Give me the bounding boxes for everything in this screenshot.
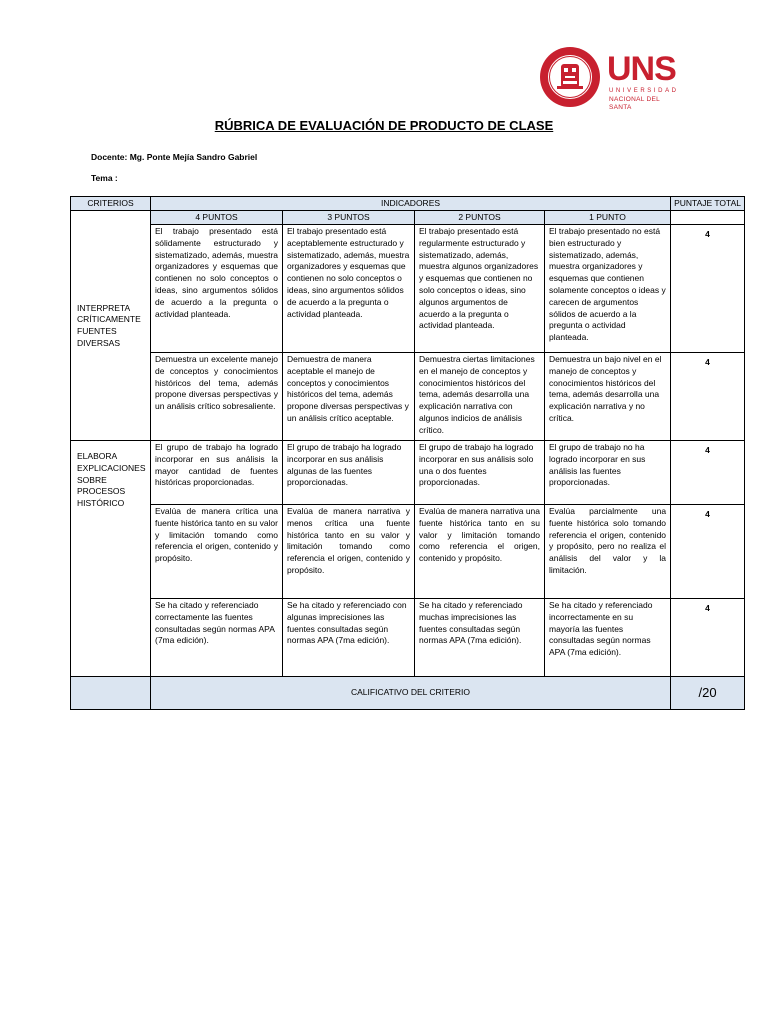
rubric-table xyxy=(70,196,745,710)
indicator-cell: El grupo de trabajo ha logrado incorporar en sus análisis algunas de las fuentes proporcionadas. xyxy=(283,441,415,505)
indicator-cell: El grupo de trabajo ha logrado incorporar en sus análisis la mayor cantidad de fuentes históricas proporcionadas. xyxy=(151,441,283,505)
footer-spacer xyxy=(71,677,151,710)
indicator-cell: El trabajo presentado no está bien estructurado y sistematizado, además, muestra organizadores y esquemas que contienen solamente conceptos o ideas y carecen de argumentos sólidos de acuerdo a la pregunta o actividad planteada. xyxy=(545,225,671,353)
indicator-cell: Evalúa de manera crítica una fuente histórica tanto en su valor y limitación tomando como referencia el origen, contenido y propósito. xyxy=(151,505,283,599)
calificativo-label: CALIFICATIVO DEL CRITERIO xyxy=(151,677,671,710)
calificativo-total: /20 xyxy=(671,677,745,710)
indicator-cell: Se ha citado y referenciado muchas imprecisiones las fuentes consultadas según normas APA (7ma edición). xyxy=(415,599,545,677)
level-3-header: 3 PUNTOS xyxy=(283,211,415,225)
brand-line-1: UNIVERSIDAD xyxy=(609,88,679,94)
table-row xyxy=(71,353,745,441)
indicator-cell: El trabajo presentado está sólidamente estructurado y sistematizado, además, muestra organizadores y esquemas que contienen no solo conceptos o ideas, sino argumentos sólidos de acuerdo a la pregunta o actividad planteada. xyxy=(151,225,283,353)
indicator-cell: El trabajo presentado está regularmente estructurado y sistematizado, además, muestra algunos organizadores y esquemas que contienen no solo conceptos o ideas, sino algunos argumentos de acuerdo a la pregunta o actividad planteada. xyxy=(415,225,545,353)
indicator-cell: Se ha citado y referenciado incorrectamente en su mayoría las fuentes consultadas según normas APA (7ma edición). xyxy=(545,599,671,677)
table-row xyxy=(71,441,745,505)
header-indicadores: INDICADORES xyxy=(151,197,671,211)
score-cell: 4 xyxy=(671,353,745,441)
levels-criterio-spacer xyxy=(71,211,151,225)
criterion-interpreta: INTERPRETA CRÍTICAMENTE FUENTES DIVERSAS xyxy=(71,225,151,441)
indicator-cell: Demuestra un excelente manejo de conceptos y conocimientos históricos del tema, además propone diversas perspectivas y un análisis crítico sobresaliente. xyxy=(151,353,283,441)
score-cell: 4 xyxy=(671,225,745,353)
level-4-header: 4 PUNTOS xyxy=(151,211,283,225)
footer-row xyxy=(71,677,745,710)
table-row xyxy=(71,505,745,599)
docente-line: Docente: Mg. Ponte Mejía Sandro Gabriel xyxy=(91,152,258,162)
brand-name: UNS xyxy=(607,50,676,88)
table-row xyxy=(71,225,745,353)
level-2-header: 2 PUNTOS xyxy=(415,211,545,225)
tema-line: Tema : xyxy=(91,173,118,183)
indicator-cell: El grupo de trabajo ha logrado incorporar en sus análisis solo una o dos fuentes proporcionadas. xyxy=(415,441,545,505)
score-cell: 4 xyxy=(671,599,745,677)
indicator-cell: Demuestra un bajo nivel en el manejo de conceptos y conocimientos históricos del tema, además desarrolla una explicación narrativa y no crítica. xyxy=(545,353,671,441)
indicator-cell: Evalúa de manera narrativa una fuente histórica tanto en su valor y limitación tomando como referencia el origen, contenido y propósito. xyxy=(415,505,545,599)
brand-line-2: NACIONAL DEL SANTA xyxy=(609,96,660,111)
levels-score-spacer xyxy=(671,211,745,225)
indicator-cell: El grupo de trabajo no ha logrado incorporar en sus análisis las fuentes proporcionadas. xyxy=(545,441,671,505)
university-seal-icon xyxy=(539,46,601,108)
header-row xyxy=(71,197,745,211)
levels-row xyxy=(71,211,745,225)
indicator-cell: Demuestra de manera aceptable el manejo de conceptos y conocimientos históricos del tema, además propone diversas perspectivas y un análisis crítico aceptable. xyxy=(283,353,415,441)
header-puntaje-total: PUNTAJE TOTAL xyxy=(671,197,745,211)
indicator-cell: Evalúa parcialmente una fuente histórica solo tomando referencia el origen, contenido y propósito, pero no realiza el análisis del valor y la limitación. xyxy=(545,505,671,599)
criterion-elabora: ELABORA EXPLICACIONES SOBRE PROCESOS HISTÓRICO xyxy=(71,441,151,677)
document-title: RÚBRICA DE EVALUACIÓN DE PRODUCTO DE CLASE xyxy=(214,118,554,133)
header-criterios: CRITERIOS xyxy=(71,197,151,211)
level-1-header: 1 PUNTO xyxy=(545,211,671,225)
score-cell: 4 xyxy=(671,505,745,599)
indicator-cell: Se ha citado y referenciado con algunas imprecisiones las fuentes consultadas según normas APA (7ma edición). xyxy=(283,599,415,677)
table-row xyxy=(71,599,745,677)
indicator-cell: Evalúa de manera narrativa y menos crítica una fuente histórica tanto en su valor y limitación tomando como referencia el origen, contenido y propósito. xyxy=(283,505,415,599)
indicator-cell: Se ha citado y referenciado correctamente las fuentes consultadas según normas APA (7ma edición). xyxy=(151,599,283,677)
indicator-cell: Demuestra ciertas limitaciones en el manejo de conceptos y conocimientos históricos del tema, además desarrolla una explicación narrativa con algunos indicios de análisis crítico. xyxy=(415,353,545,441)
university-logo xyxy=(539,46,679,111)
score-cell: 4 xyxy=(671,441,745,505)
indicator-cell: El trabajo presentado está aceptablemente estructurado y sistematizado, además, muestra organizadores y esquemas que contienen no solo conceptos o ideas, sino argumentos sólidos de acuerdo a la pregunta o actividad planteada. xyxy=(283,225,415,353)
